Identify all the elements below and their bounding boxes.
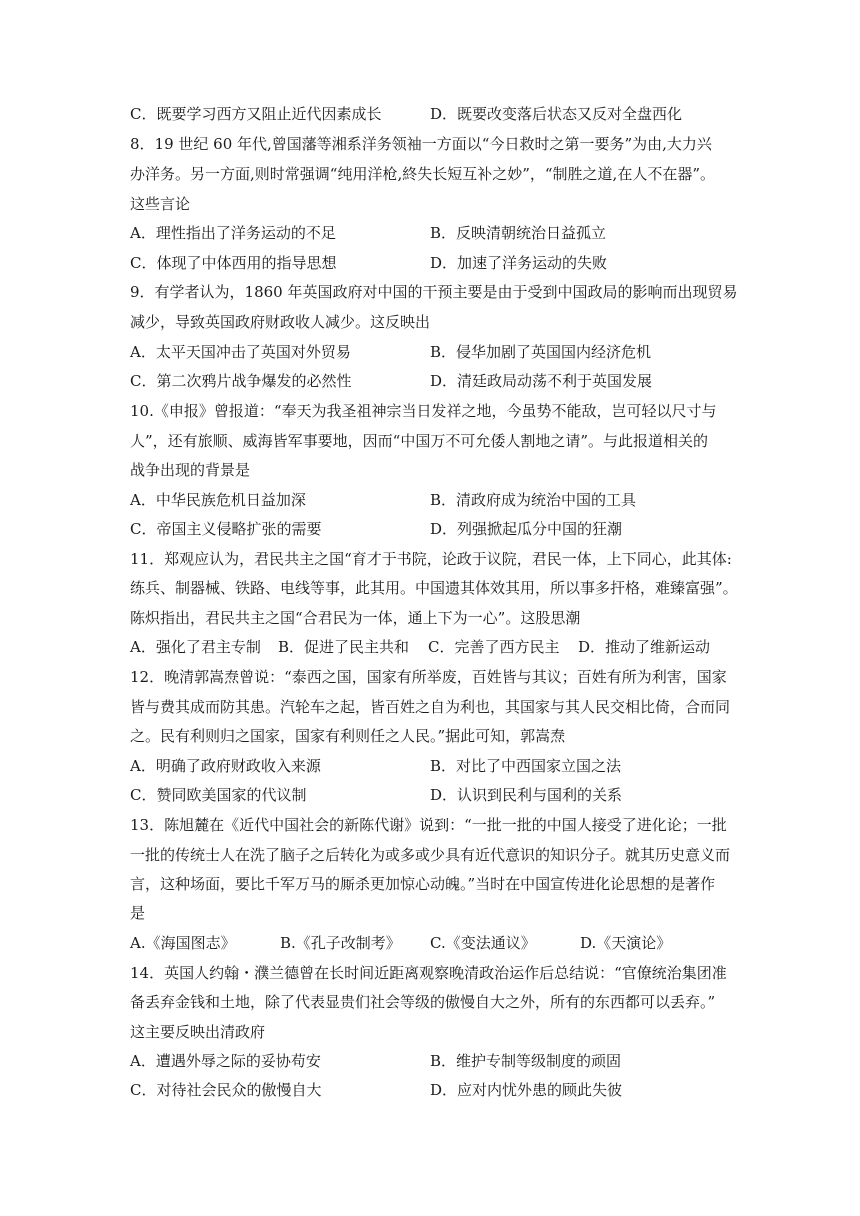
- q13-stem-line-3: 言，这种场面，要比千军万马的厮杀更加惊心动魄。”当时在中国宣传进化论思想的是著作: [130, 875, 716, 893]
- q9-stem-line-2: 减少，导致英国政府财政收人减少。这反映出: [130, 313, 431, 331]
- q9-option-a: A．太平天国冲击了英国对外贸易: [130, 343, 351, 361]
- q7-option-c: C．既要学习西方又阻止近代因素成长: [130, 105, 382, 123]
- q13-option-c: C.《变法通议》: [430, 934, 536, 952]
- q11-stem-line-2: 练兵、制器械、铁路、电线等事，此其用。中国遗其体效其用，所以事多扞格，难臻富强”。: [130, 579, 738, 597]
- q8-option-c: C．体现了中体西用的指导思想: [130, 254, 337, 272]
- q8-option-a: A．理性指出了洋务运动的不足: [130, 224, 336, 242]
- q9-option-b: B．侵华加剧了英国国内经济危机: [430, 343, 652, 361]
- q13-stem-line-1: 13．陈旭麓在《近代中国社会的新陈代谢》说到：“一批一批的中国人接受了进化论；一批: [130, 816, 727, 834]
- q9-option-d: D．清廷政局动荡不利于英国发展: [430, 372, 653, 390]
- q11-option-a: A．强化了君主专制: [130, 638, 261, 656]
- q9-stem-line-1: 9．有学者认为，1860 年英国政府对中国的干预主要是由于受到中国政局的影响而出现贸易: [130, 283, 738, 301]
- q8-option-b: B．反映清朝统治日益孤立: [430, 224, 607, 242]
- q12-stem-line-2: 皆与费其成而防其患。汽轮车之起，皆百姓之自为利也，其国家与其人民交相比倚，合而同: [130, 698, 731, 716]
- q12-option-d: D．认识到民利与国利的关系: [430, 786, 623, 804]
- q10-stem-line-2: 人”，还有旅顺、威海皆军事要地，因而“中国万不可允倭人割地之请”。与此报道相关的: [130, 432, 709, 450]
- q13-option-b: B.《孔子改制考》: [280, 934, 401, 952]
- q11-option-d: D．推动了维新运动: [578, 638, 711, 656]
- q14-option-a: A．遭遇外辱之际的妥协苟安: [130, 1052, 321, 1070]
- q7-option-d: D．既要改变落后状态又反对全盘西化: [430, 105, 683, 123]
- q13-option-a: A.《海国图志》: [130, 934, 236, 952]
- q12-stem-line-1: 12．晚清郭嵩焘曾说：“泰西之国，国家有所举废，百姓皆与其议；百姓有所为利害，国家: [130, 668, 727, 686]
- q12-option-c: C．赞同欧美国家的代议制: [130, 786, 307, 804]
- q11-stem-line-1: 11．郑观应认为，君民共主之国“育才于书院，论政于议院，君民一体，上下同心，此其体:: [130, 550, 732, 568]
- q8-stem-line-3: 这些言论: [130, 195, 191, 213]
- q14-option-d: D．应对内忧外患的顾此失彼: [430, 1081, 623, 1099]
- q10-option-c: C．帝国主义侵略扩张的需要: [130, 520, 322, 538]
- q10-stem-line-1: 10.《申报》曾报道：“奉天为我圣祖神宗当日发祥之地，今虽势不能敌，岂可轻以尺寸与: [130, 402, 717, 420]
- q8-stem-line-1: 8．19 世纪 60 年代,曾国藩等湘系洋务领袖一方面以“今日救时之第一要务”为由,大力兴: [130, 135, 712, 153]
- q9-option-c: C．第二次鸦片战争爆发的必然性: [130, 372, 352, 390]
- q14-option-c: C．对待社会民众的傲慢自大: [130, 1081, 322, 1099]
- q13-stem-line-2: 一批的传统士人在洗了脑子之后转化为或多或少具有近代意识的知识分子。就其历史意义而: [130, 846, 731, 864]
- q12-option-a: A．明确了政府财政收入来源: [130, 757, 321, 775]
- q10-option-a: A．中华民族危机日益加深: [130, 491, 306, 509]
- q8-stem-line-2: 办洋务。另一方面,则时常强调“纯用洋枪,終失长短互补之妙”，“制胜之道,在人不在器”。: [130, 165, 715, 183]
- q10-stem-line-3: 战争出现的背景是: [130, 461, 251, 479]
- q10-option-b: B．清政府成为统治中国的工具: [430, 491, 637, 509]
- q10-option-d: D．列强掀起瓜分中国的狂潮: [430, 520, 623, 538]
- q12-option-b: B．对比了中西国家立国之法: [430, 757, 622, 775]
- q11-option-c: C．完善了西方民主: [428, 638, 560, 656]
- q13-stem-line-4: 是: [130, 904, 146, 922]
- q14-stem-line-1: 14．英国人约翰・濮兰德曾在长时间近距离观察晚清政治运作后总结说：“官僚统治集团准: [130, 964, 727, 982]
- q11-option-b: B．促进了民主共和: [278, 638, 410, 656]
- q14-stem-line-3: 这主要反映出清政府: [130, 1023, 266, 1041]
- q14-option-b: B．维护专制等级制度的顽固: [430, 1052, 622, 1070]
- q11-stem-line-3: 陈炽指出，君民共主之国“合君民为一体，通上下为一心”。这股思潮: [130, 609, 581, 627]
- q13-option-d: D.《天演论》: [580, 934, 672, 952]
- q12-stem-line-3: 之。民有利则归之国家，国家有利则任之人民。”据此可知，郭嵩焘: [130, 727, 566, 745]
- q8-option-d: D．加速了洋务运动的失败: [430, 254, 608, 272]
- q14-stem-line-2: 备丢弃金钱和土地，除了代表显贵们社会等级的傲慢自大之外，所有的东西都可以丢弃。”: [130, 993, 716, 1011]
